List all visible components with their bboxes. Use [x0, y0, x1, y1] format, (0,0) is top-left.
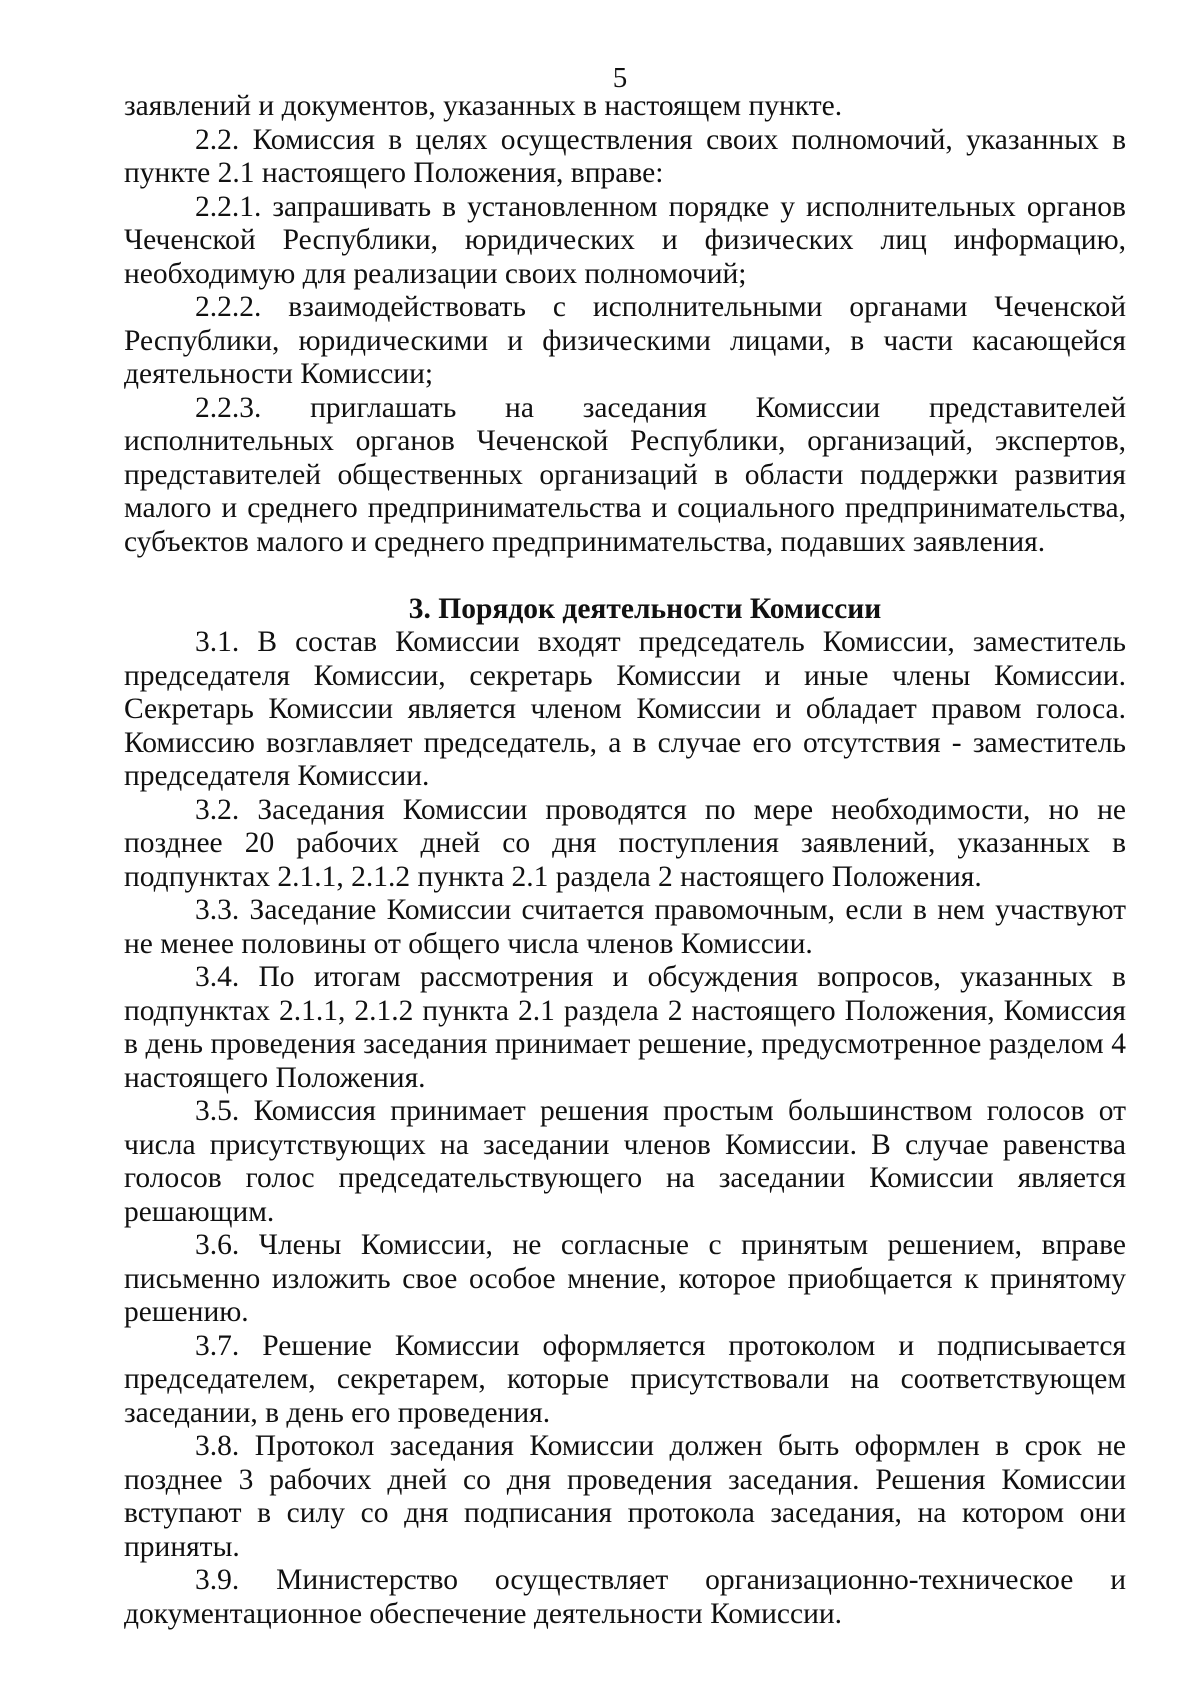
section-spacer	[124, 559, 1126, 593]
paragraph-3-2: 3.2. Заседания Комиссии проводятся по мере необходимости, но не позднее 20 рабочих дней со дня поступления заявлений, указанных в подпунктах 2.1.1, 2.1.2 пункта 2.1 раздела 2 настоящего Положения.	[124, 793, 1126, 893]
section-3-heading: 3. Порядок деятельности Комиссии	[408, 592, 882, 625]
paragraph-2-2-1: 2.2.1. запрашивать в установленном порядке у исполнительных органов Чеченской Республики, юридических и физических лиц информацию, необходимую для реализации своих полномочий;	[124, 190, 1126, 290]
paragraph-3-7: 3.7. Решение Комиссии оформляется протоколом и подписывается председателем, секретарем, которые присутствовали на соответствующем заседании, в день его проведения.	[124, 1329, 1126, 1429]
paragraph-2-2-2: 2.2.2. взаимодействовать с исполнительными органами Чеченской Республики, юридическими и физическими лицами, в части касающейся деятельности Комиссии;	[124, 291, 1126, 390]
paragraph-continuation: заявлений и документов, указанных в настоящем пункте.	[124, 90, 843, 122]
paragraph-2-2-3: 2.2.3. приглашать на заседания Комиссии представителей исполнительных органов Чеченской Республики, организаций, экспертов, представителей общественных организаций в области поддержки развития малого и среднего предпринимательства и социального предпринимательства, субъектов малого и среднего предпринимательства, подавших заявления.	[124, 391, 1126, 558]
paragraph-3-8: 3.8. Протокол заседания Комиссии должен быть оформлен в срок не позднее 3 рабочих дней со дня проведения заседания. Решения Комиссии вступают в силу со дня подписания протокола заседания, на котором они приняты.	[124, 1430, 1126, 1563]
paragraph-3-6: 3.6. Члены Комиссии, не согласные с принятым решением, вправе письменно изложить свое особое мнение, которое приобщается к принятому решению.	[124, 1229, 1126, 1328]
paragraph-3-3: 3.3. Заседание Комиссии считается правомочным, если в нем участвуют не менее половины от общего числа членов Комиссии.	[124, 894, 1126, 960]
paragraph-3-5: 3.5. Комиссия принимает решения простым большинством голосов от числа присутствующих на заседании членов Комиссии. В случае равенства голосов голос председательствующего на заседании Комиссии является решающим.	[124, 1095, 1126, 1228]
paragraph-3-4: 3.4. По итогам рассмотрения и обсуждения вопросов, указанных в подпунктах 2.1.1, 2.1.2 пункта 2.1 раздела 2 настоящего Положения, Комиссия в день проведения заседания принимает решение, предусмотренное разделом 4 настоящего Положения.	[124, 961, 1126, 1094]
paragraph-3-9: 3.9. Министерство осуществляет организационно-техническое и документационное обеспечение деятельности Комиссии.	[124, 1564, 1126, 1630]
document-body	[124, 90, 1126, 1631]
paragraph-2-2: 2.2. Комиссия в целях осуществления своих полномочий, указанных в пункте 2.1 настоящего Положения, вправе:	[124, 123, 1126, 189]
paragraph-3-1: 3.1. В состав Комиссии входят председатель Комиссии, заместитель председателя Комиссии, секретарь Комиссии и иные члены Комиссии. Секретарь Комиссии является членом Комиссии и обладает правом голоса. Комиссию возглавляет председатель, а в случае его отсутствия - заместитель председателя Комиссии.	[124, 626, 1126, 792]
page-number: 5	[612, 62, 628, 94]
